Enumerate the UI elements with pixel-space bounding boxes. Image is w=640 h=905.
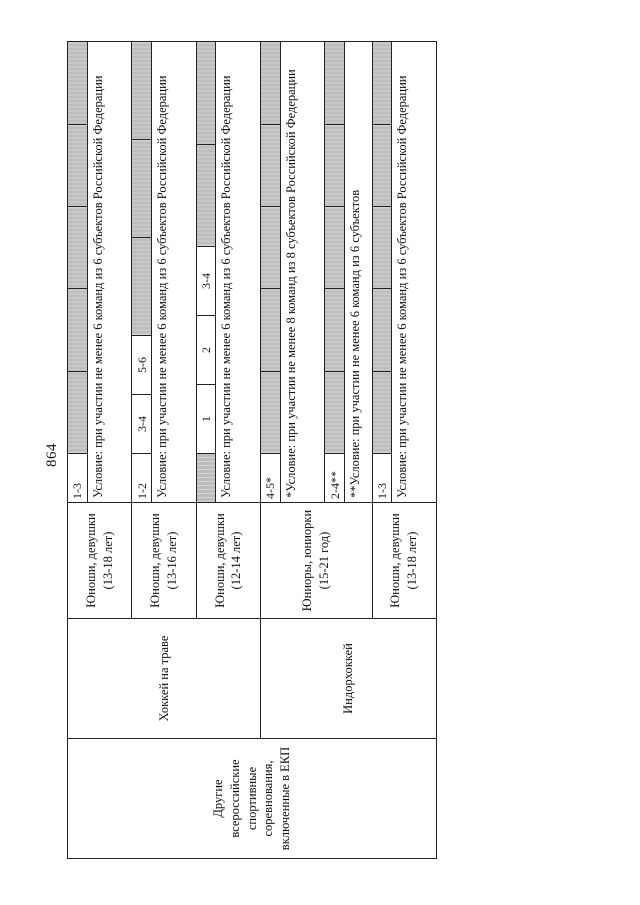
shaded-cell: [261, 371, 280, 453]
shaded-cell: [373, 42, 392, 124]
shaded-cell: [373, 207, 392, 289]
shaded-cell: [373, 124, 392, 206]
age-group-2: Юноши, девушки (13-16 лет): [132, 503, 196, 619]
shaded-cell: [132, 42, 151, 140]
place-value: 5-6: [132, 336, 151, 395]
condition-1: Условие: при участии не менее 6 команд из 6 субъектов Российской Федерации: [87, 42, 132, 503]
shaded-cell: [325, 289, 344, 371]
shaded-cell: [373, 289, 392, 371]
condition-6: Условие: при участии не менее 6 команд из 6 субъектов Российской Федерации: [392, 42, 437, 503]
age-group-3: Юноши, девушки (12-14 лет): [196, 503, 260, 619]
shaded-cell: [373, 371, 392, 453]
age-group-5: Юноши, девушки (13-18 лет): [372, 503, 436, 619]
places-row-3: [196, 42, 216, 503]
place-value: 1-3: [373, 454, 392, 503]
place-value: 1: [197, 385, 216, 454]
place-value: 1-2: [132, 454, 151, 503]
sport-field-hockey: Хоккей на траве: [68, 619, 261, 739]
shaded-cell: [325, 124, 344, 206]
event-name-cell: Другие всероссийские спортивные соревнования, включенные в ЕКП: [68, 739, 437, 859]
shaded-cell: [132, 238, 151, 336]
sport-classification-table: [67, 41, 437, 859]
shaded-cell: [68, 207, 87, 289]
condition-2: Условие: при участии не менее 6 команд из 6 субъектов Российской Федерации: [152, 42, 197, 503]
shaded-cell: [261, 124, 280, 206]
sport-indoor-hockey: Индорхоккей: [261, 619, 437, 739]
shaded-cell: [197, 42, 216, 144]
shaded-cell: [261, 42, 280, 124]
shaded-cell: [325, 371, 344, 453]
place-value: 3-4: [197, 247, 216, 316]
places-row-2: [132, 42, 152, 503]
shaded-cell: [68, 371, 87, 453]
condition-5: **Условие: при участии не менее 6 команд из 6 субъектов: [345, 42, 372, 503]
shaded-cell: [68, 42, 87, 124]
shaded-cell: [68, 124, 87, 206]
shaded-cell: [325, 42, 344, 124]
place-value: 1-3: [68, 454, 87, 503]
page-number: 864: [44, 443, 60, 467]
shaded-cell: [197, 144, 216, 246]
place-value: 4-5*: [261, 454, 280, 503]
age-group-1: Юноши, девушки (13-18 лет): [68, 503, 132, 619]
condition-3: Условие: при участии не менее 6 команд из 6 субъектов Российской Федерации: [216, 42, 261, 503]
shaded-cell: [325, 207, 344, 289]
place-value: 2-4**: [325, 454, 344, 503]
places-row-6: [372, 42, 392, 503]
shaded-cell: [261, 207, 280, 289]
place-value: 3-4: [132, 395, 151, 454]
shaded-cell: [68, 289, 87, 371]
shaded-cell: [261, 289, 280, 371]
age-group-4: Юниоры, юниорки (15-21 год): [261, 503, 373, 619]
places-row-4: [261, 42, 281, 503]
shaded-cell: [197, 454, 216, 503]
places-row-5: [325, 42, 345, 503]
places-row-1: [68, 42, 88, 503]
place-value: 2: [197, 316, 216, 385]
condition-4: *Условие: при участии не менее 8 команд из 8 субъектов Российской Федерации: [280, 42, 325, 503]
shaded-cell: [132, 140, 151, 238]
